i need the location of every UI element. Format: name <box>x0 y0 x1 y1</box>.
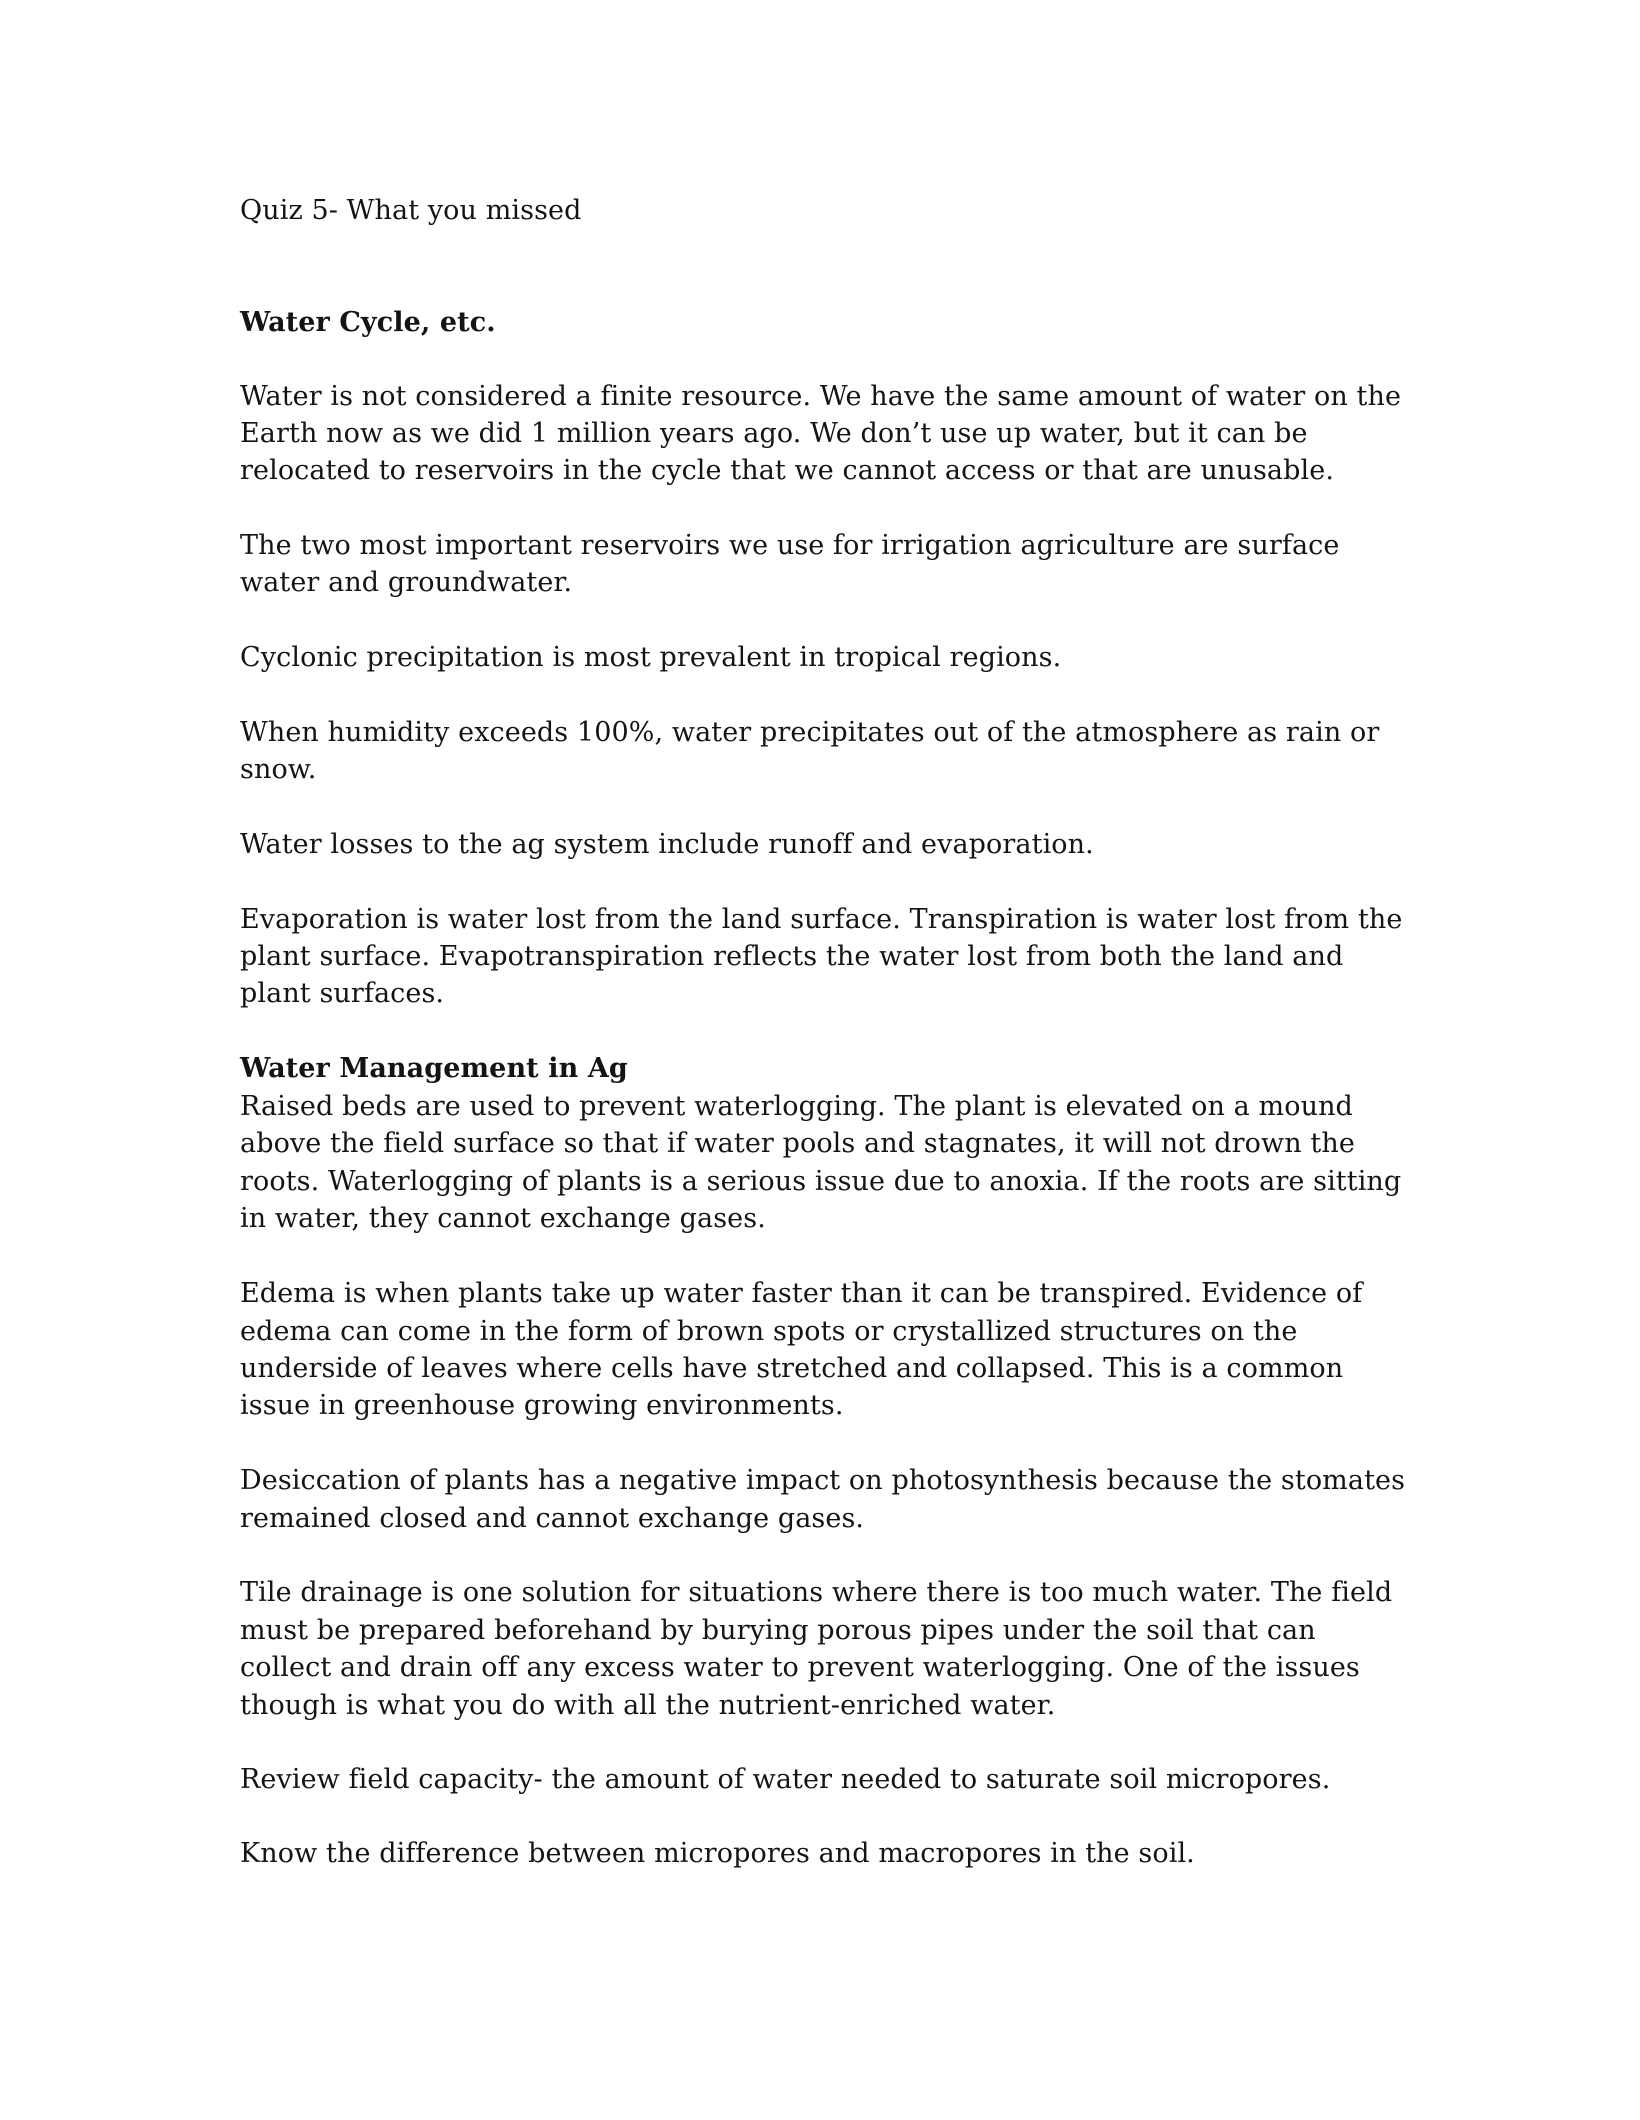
document-title: Quiz 5- What you missed <box>240 195 582 226</box>
paragraph-line: Water losses to the ag system include runoff and evaporation. <box>240 829 1094 860</box>
paragraph-line: issue in greenhouse growing environments. <box>240 1390 844 1421</box>
paragraph-line: Raised beds are used to prevent waterlogging. The plant is elevated on a mound <box>240 1091 1353 1122</box>
paragraph-line: plant surfaces. <box>240 978 445 1009</box>
paragraph-line: relocated to reservoirs in the cycle that we cannot access or that are unusable. <box>240 455 1335 486</box>
paragraph-line: remained closed and cannot exchange gases. <box>240 1503 865 1534</box>
paragraph-line: water and groundwater. <box>240 567 573 598</box>
paragraph-line: Review field capacity- the amount of water needed to saturate soil micropores. <box>240 1764 1331 1795</box>
section-heading-water-management: Water Management in Ag <box>240 1053 628 1084</box>
paragraph-line: Edema is when plants take up water faster than it can be transpired. Evidence of <box>240 1278 1363 1309</box>
paragraph-line: Evaporation is water lost from the land surface. Transpiration is water lost from the <box>240 904 1403 935</box>
paragraph-line: must be prepared beforehand by burying porous pipes under the soil that can <box>240 1615 1316 1646</box>
paragraph-line: collect and drain off any excess water to prevent waterlogging. One of the issues <box>240 1652 1360 1683</box>
paragraph-line: Know the difference between micropores and macropores in the soil. <box>240 1838 1195 1869</box>
paragraph-line: Tile drainage is one solution for situations where there is too much water. The field <box>240 1577 1393 1608</box>
paragraph-line: Water is not considered a finite resource. We have the same amount of water on the <box>240 381 1402 412</box>
paragraph-line: above the field surface so that if water pools and stagnates, it will not drown the <box>240 1128 1355 1159</box>
paragraph-line: snow. <box>240 754 317 785</box>
paragraph-line: edema can come in the form of brown spots or crystallized structures on the <box>240 1316 1298 1347</box>
paragraph-line: When humidity exceeds 100%, water precipitates out of the atmosphere as rain or <box>240 717 1380 748</box>
paragraph-line: Desiccation of plants has a negative impact on photosynthesis because the stomates <box>240 1465 1406 1496</box>
paragraph-line: in water, they cannot exchange gases. <box>240 1203 766 1234</box>
paragraph-line: Earth now as we did 1 million years ago. We don’t use up water, but it can be <box>240 418 1308 449</box>
paragraph-line: though is what you do with all the nutrient-enriched water. <box>240 1690 1056 1721</box>
paragraph-line: roots. Waterlogging of plants is a serious issue due to anoxia. If the roots are sitting <box>240 1166 1402 1197</box>
section-heading-water-cycle: Water Cycle, etc. <box>240 307 496 338</box>
paragraph-line: Cyclonic precipitation is most prevalent in tropical regions. <box>240 642 1062 673</box>
paragraph-line: underside of leaves where cells have stretched and collapsed. This is a common <box>240 1353 1344 1384</box>
paragraph-line: The two most important reservoirs we use for irrigation agriculture are surface <box>240 530 1340 561</box>
paragraph-line: plant surface. Evapotranspiration reflects the water lost from both the land and <box>240 941 1344 972</box>
